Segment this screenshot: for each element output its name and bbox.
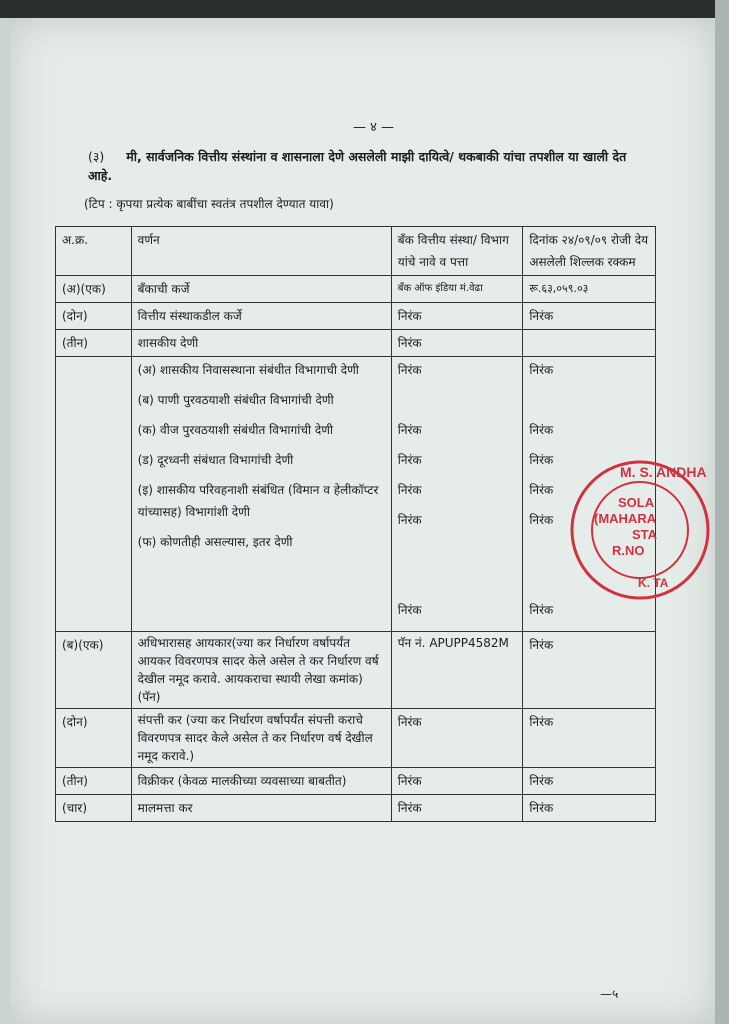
row-bank: निरंक	[391, 709, 523, 768]
row-amount: निरंक	[523, 768, 656, 795]
table-row	[56, 768, 656, 795]
row-description: बँकाची कर्जे	[131, 276, 391, 303]
instruction-note: (टिप : कृपया प्रत्येक बाबींचा स्वतंत्र तपशील देण्यात यावा)	[84, 197, 334, 211]
table-row	[56, 330, 656, 357]
section-heading: मी, सार्वजनिक वित्तीय संस्थांना व शासनाला देणे असलेली माझी दायित्वे/ थकबाकी यांचा तपशील या खाली देत आहे.	[88, 149, 627, 183]
section-heading-block	[88, 147, 633, 185]
row-serial: (दोन)	[56, 709, 132, 768]
table-row	[56, 303, 656, 330]
sub-item: (अ) शासकीय निवासस्थाना संबंधीत विभागाची देणी	[137, 363, 359, 377]
sub-amount: निरंक	[529, 363, 554, 377]
scan-right-edge	[715, 0, 729, 1024]
sub-amount: निरंक	[529, 423, 554, 437]
row-description: मालमत्ता कर	[131, 795, 391, 822]
sub-amount: निरंक	[529, 513, 554, 527]
sub-item: (ड) दूरध्वनी संबंधात विभागांची देणी	[137, 453, 294, 467]
row-description: संपत्ती कर (ज्या कर निर्धारण वर्षापर्यंत संपत्ती कराचे विवरणपत्र सादर केले असेल ते कर निर्धारण वर्ष देखील नमूद करावे.)	[131, 709, 391, 768]
row-bank: निरंक	[391, 768, 523, 795]
row-description: अधिभारासह आयकार(ज्या कर निर्धारण वर्षापर्यंत आयकर विवरणपत्र सादर केले असेल ते कर निर्धारण वर्ष देखील नमूद करावे. आयकराचा स्थायी लेखा कमांक) (पॅन)	[131, 632, 391, 709]
row-serial: (चार)	[56, 795, 132, 822]
row-bank: बँक ऑफ इंडिया मं.वेढा	[391, 276, 523, 303]
seal-text: M. S. ANDHA	[620, 464, 707, 480]
row-amount: निरंक	[523, 709, 656, 768]
sub-amount: निरंक	[529, 453, 554, 467]
sub-bank: निरंक	[397, 483, 422, 497]
table-row	[56, 276, 656, 303]
sub-bank: निरंक	[397, 423, 422, 437]
official-seal-stamp	[560, 455, 710, 605]
seal-text: SOLA	[618, 495, 655, 510]
row-amount: रू.६३,०५९.०३	[523, 276, 656, 303]
sub-item: (फ) कोणतीही असल्यास, इतर देणी	[137, 535, 293, 549]
row-serial: (तीन)	[56, 330, 132, 357]
page-number: — ४ —	[353, 120, 395, 135]
seal-text: R.NO	[612, 543, 645, 558]
row-amount: निरंक	[523, 632, 656, 709]
sub-bank: निरंक	[397, 363, 422, 377]
header-bank: बँक वित्तीय संस्था/ विभाग यांचे नावे व पत्ता	[391, 227, 523, 276]
sub-item: (क) वीज पुरवठयाशी संबंधीत विभागांची देणी	[137, 423, 334, 437]
sub-descriptions	[131, 357, 391, 632]
sub-bank: निरंक	[397, 453, 422, 467]
seal-text: (MAHARA	[594, 511, 657, 526]
row-description: विक्रीकर (केवळ मालकीच्या व्यवसाच्या बाबतीत)	[131, 768, 391, 795]
sub-item: (ब) पाणी पुरवठयाशी संबंधीत विभागांची देणी	[137, 393, 334, 407]
section-number: (३)	[88, 149, 105, 164]
sub-bank: निरंक	[397, 603, 422, 617]
row-amount	[523, 330, 656, 357]
sub-amount: निरंक	[529, 603, 554, 617]
sub-amount: निरंक	[529, 483, 554, 497]
row-bank: पॅन नं. APUPP4582M	[391, 632, 523, 709]
sub-banks	[391, 357, 523, 632]
row-bank: निरंक	[391, 303, 523, 330]
row-serial: (तीन)	[56, 768, 132, 795]
table-row	[56, 795, 656, 822]
seal-text: K. TA	[638, 576, 669, 590]
row-serial-empty	[56, 357, 132, 632]
scan-top-border	[0, 0, 729, 18]
next-page-reference: —५	[600, 987, 619, 1001]
row-description: शासकीय देणी	[131, 330, 391, 357]
row-description: वित्तीय संस्थाकडील कर्जे	[131, 303, 391, 330]
table-row	[56, 632, 656, 709]
table-header-row	[56, 227, 656, 276]
header-amount: दिनांक २४/०९/०९ रोजी देय असलेली शिल्लक रक्कम	[523, 227, 656, 276]
row-serial: (दोन)	[56, 303, 132, 330]
header-serial: अ.क्र.	[56, 227, 132, 276]
sub-item: (इ) शासकीय परिवहनाशी संबंधित (विमान व हेलीकॉप्टर यांच्यासह) विभागांशी देणी	[137, 483, 379, 519]
row-bank: निरंक	[391, 795, 523, 822]
row-serial: (अ)(एक)	[56, 276, 132, 303]
table-row	[56, 709, 656, 768]
row-bank: निरंक	[391, 330, 523, 357]
row-serial: (ब)(एक)	[56, 632, 132, 709]
header-description: वर्णन	[131, 227, 391, 276]
sub-bank: निरंक	[397, 513, 422, 527]
row-amount: निरंक	[523, 303, 656, 330]
seal-text: STA	[632, 527, 658, 542]
row-amount: निरंक	[523, 795, 656, 822]
